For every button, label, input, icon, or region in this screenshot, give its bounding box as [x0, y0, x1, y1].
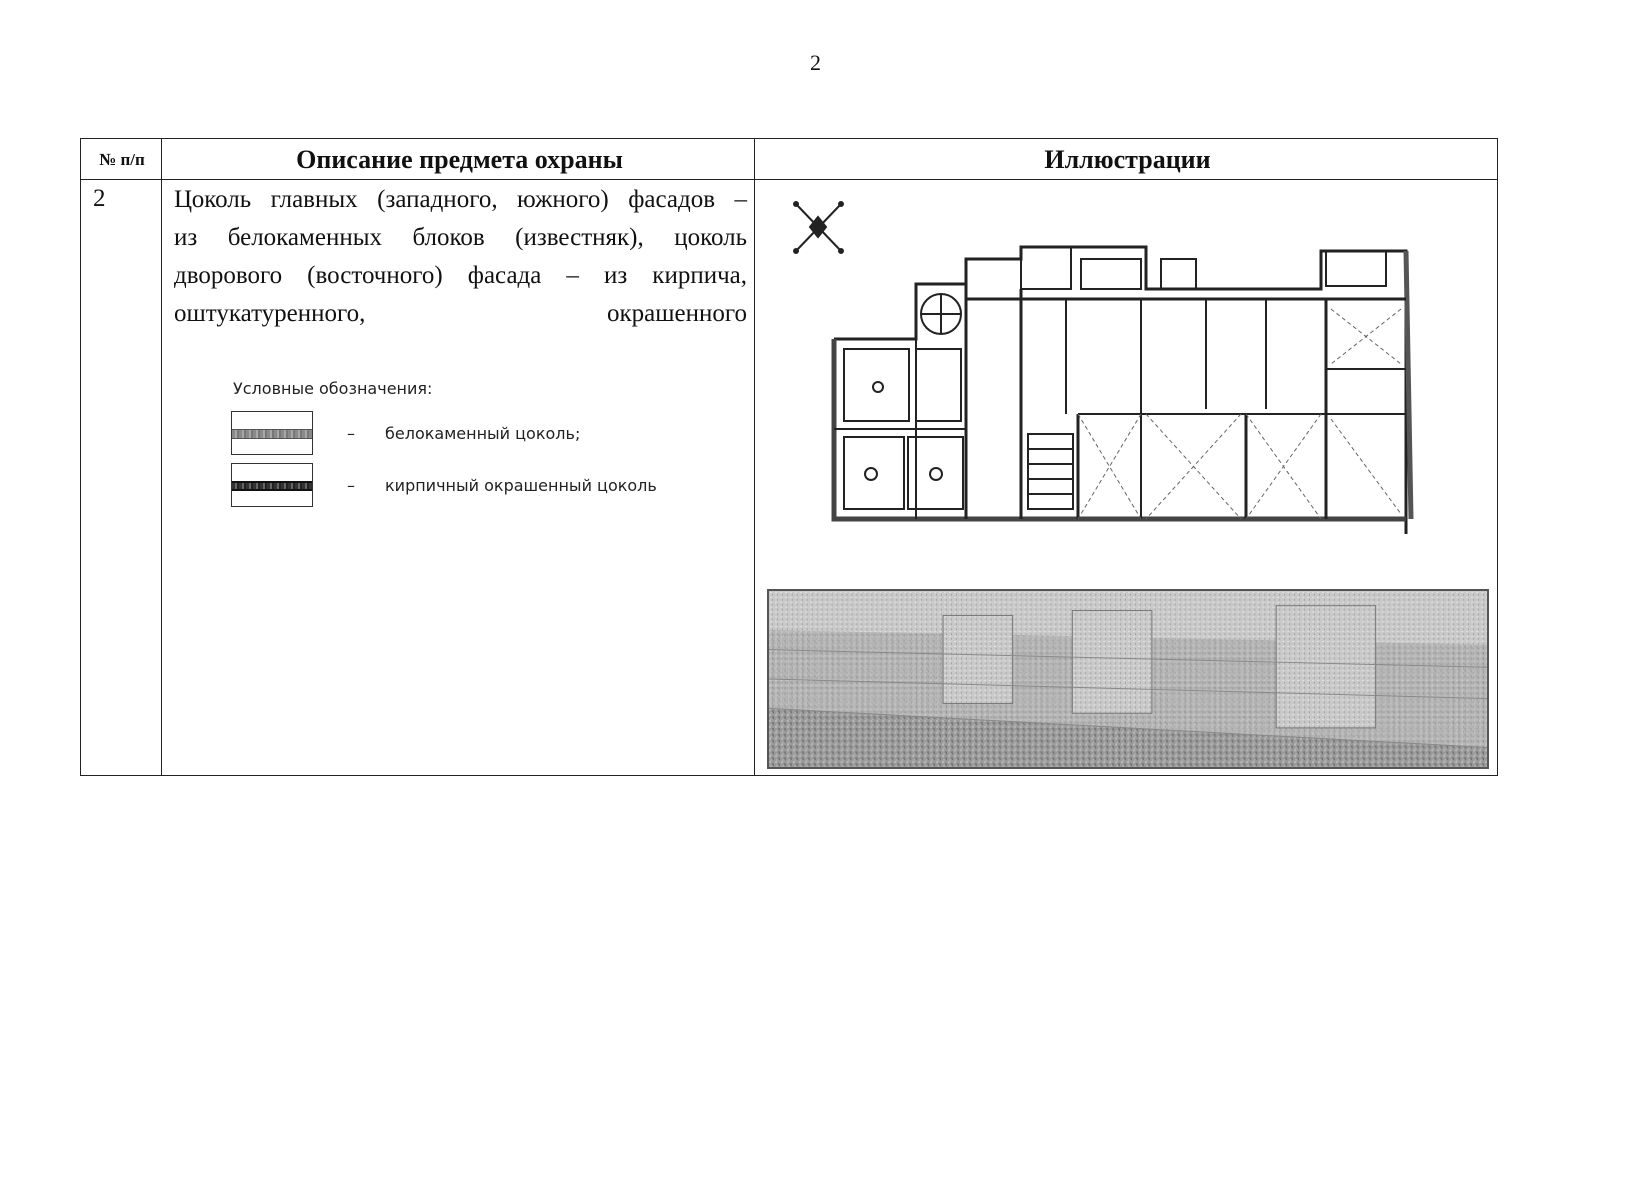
column-divider: [754, 139, 755, 775]
legend: [231, 379, 731, 514]
legend-item-white-stone: [231, 410, 731, 456]
header-row-number: № п/п: [99, 150, 145, 169]
legend-dash: –: [347, 423, 355, 443]
floor-plan-drawing: [766, 189, 1501, 534]
description-line: Цоколь главных (западного, южного) фасадов –: [174, 186, 747, 213]
legend-label: белокаменный цоколь;: [385, 423, 581, 443]
white-stone-plinth-swatch: [231, 411, 313, 455]
description-line: оштукатуренного, окрашенного: [174, 300, 747, 327]
legend-label: кирпичный окрашенный цоколь: [385, 475, 657, 495]
facade-plinth-photo: [767, 589, 1489, 769]
protection-subject-table: [80, 138, 1498, 776]
legend-dash: –: [347, 475, 355, 495]
description-line: из белокаменных блоков (известняк), цоколь: [174, 224, 747, 251]
column-divider: [161, 139, 162, 775]
page-number: 2: [810, 50, 821, 75]
brick-plinth-swatch: [231, 463, 313, 507]
row-number: 2: [93, 185, 106, 212]
north-arrow-icon: [794, 202, 843, 253]
legend-item-brick: [231, 462, 731, 508]
legend-title: Условные обозначения:: [233, 379, 433, 398]
description-line: дворового (восточного) фасада – из кирпича,: [174, 262, 747, 289]
description-text: [174, 181, 747, 333]
header-illustrations: Иллюстрации: [1044, 145, 1211, 174]
header-description: Описание предмета охраны: [296, 145, 623, 174]
